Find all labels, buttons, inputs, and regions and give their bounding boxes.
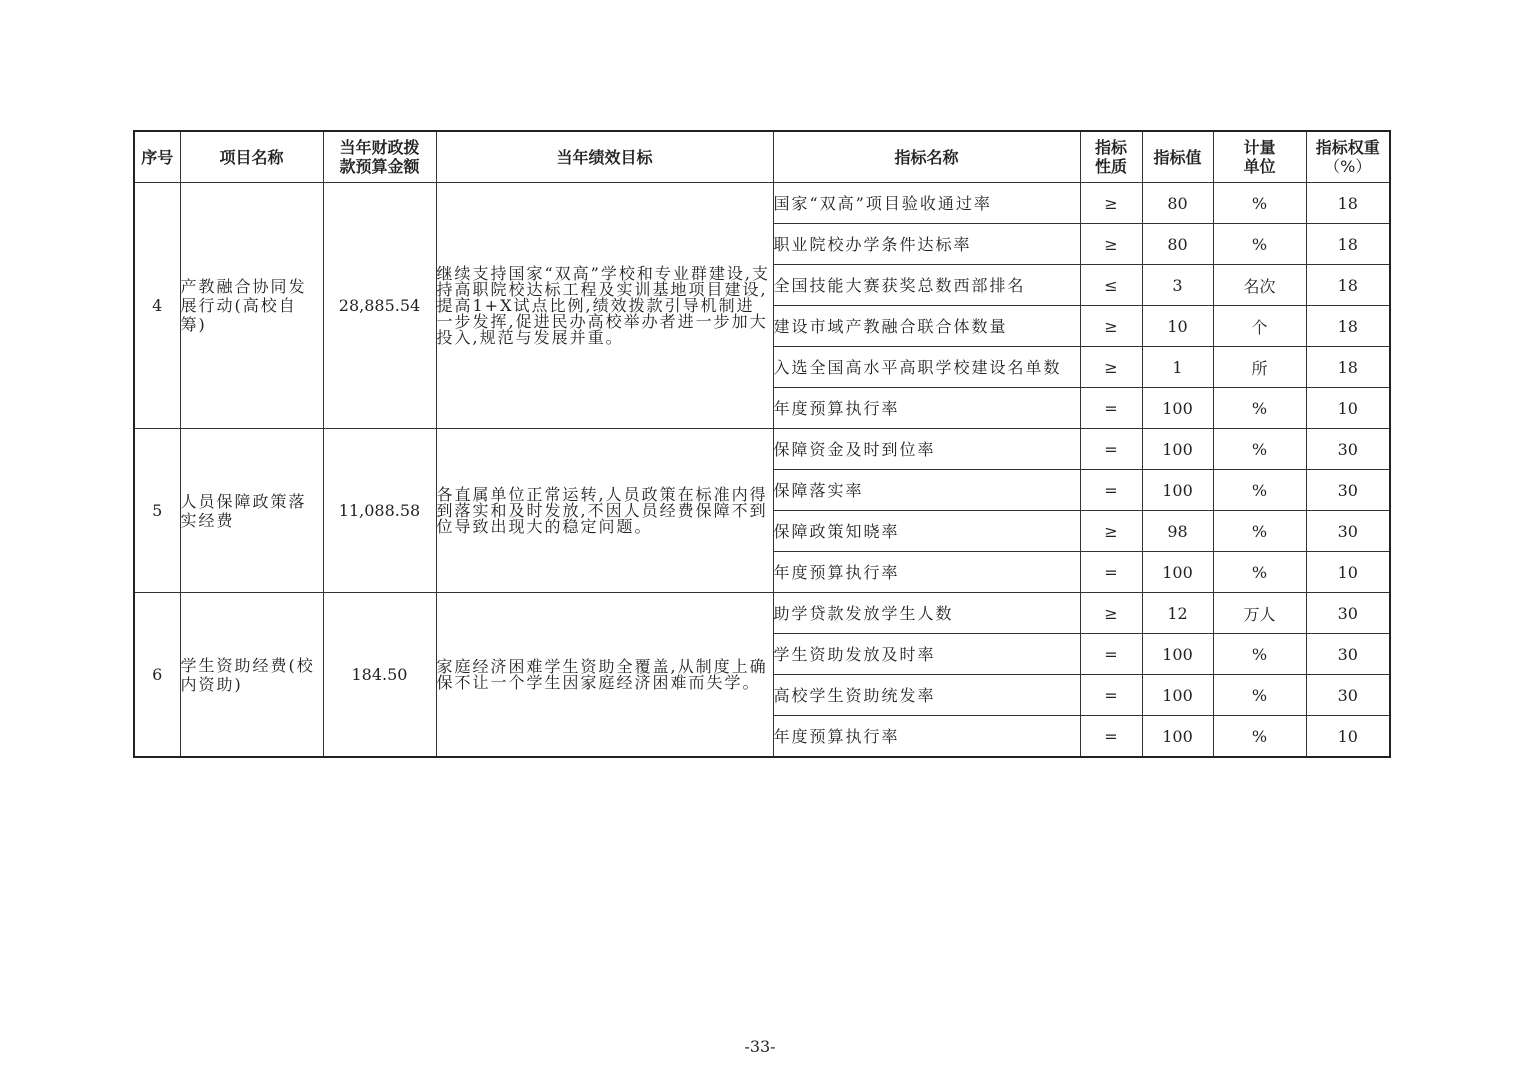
- indicator-value: 100: [1142, 429, 1213, 470]
- indicator-unit: 所: [1213, 347, 1306, 388]
- indicator-unit: %: [1213, 470, 1306, 511]
- indicator-name: 保障资金及时到位率: [773, 429, 1080, 470]
- indicator-nature: ≥: [1080, 306, 1142, 347]
- indicator-name: 年度预算执行率: [773, 552, 1080, 593]
- indicator-unit: %: [1213, 388, 1306, 429]
- indicator-nature: =: [1080, 429, 1142, 470]
- table-row: [134, 429, 1390, 470]
- indicator-unit: %: [1213, 716, 1306, 758]
- project-name: 产教融合协同发展行动(高校自筹): [180, 183, 323, 429]
- indicator-value: 80: [1142, 224, 1213, 265]
- project-seq: 6: [134, 593, 180, 758]
- project-goal: 继续支持国家“双高”学校和专业群建设,支持高职院校达标工程及实训基地项目建设,提高1+X试点比例,绩效拨款引导机制进一步发挥,促进民办高校举办者进一步加大投入,规范与发展并重。: [436, 183, 773, 429]
- indicator-unit: 名次: [1213, 265, 1306, 306]
- indicator-name: 建设市域产教融合联合体数量: [773, 306, 1080, 347]
- indicator-name: 年度预算执行率: [773, 388, 1080, 429]
- indicator-value: 12: [1142, 593, 1213, 634]
- project-name: 人员保障政策落实经费: [180, 429, 323, 593]
- page-number: -33-: [744, 1037, 776, 1056]
- project-seq: 4: [134, 183, 180, 429]
- table-row: [134, 593, 1390, 634]
- indicator-nature: ≥: [1080, 183, 1142, 224]
- indicator-nature: ≥: [1080, 511, 1142, 552]
- indicator-name: 保障政策知晓率: [773, 511, 1080, 552]
- header-nature: 指标 性质: [1080, 131, 1142, 183]
- indicator-weight: 30: [1306, 470, 1390, 511]
- project-budget: 184.50: [323, 593, 436, 758]
- indicator-unit: 个: [1213, 306, 1306, 347]
- indicator-name: 高校学生资助统发率: [773, 675, 1080, 716]
- indicator-name: 助学贷款发放学生人数: [773, 593, 1080, 634]
- indicator-value: 100: [1142, 552, 1213, 593]
- project-seq: 5: [134, 429, 180, 593]
- indicator-weight: 18: [1306, 224, 1390, 265]
- table-body: [134, 183, 1390, 758]
- indicator-value: 100: [1142, 675, 1213, 716]
- header-unit: 计量 单位: [1213, 131, 1306, 183]
- project-goal: 家庭经济困难学生资助全覆盖,从制度上确保不让一个学生因家庭经济困难而失学。: [436, 593, 773, 758]
- indicator-weight: 30: [1306, 675, 1390, 716]
- header-value: 指标值: [1142, 131, 1213, 183]
- indicator-nature: =: [1080, 675, 1142, 716]
- indicator-weight: 18: [1306, 183, 1390, 224]
- table-header: [134, 131, 1390, 183]
- indicator-name: 学生资助发放及时率: [773, 634, 1080, 675]
- indicator-weight: 18: [1306, 265, 1390, 306]
- indicator-nature: =: [1080, 634, 1142, 675]
- indicator-unit: %: [1213, 429, 1306, 470]
- indicator-value: 100: [1142, 470, 1213, 511]
- header-project: 项目名称: [180, 131, 323, 183]
- indicator-unit: %: [1213, 675, 1306, 716]
- indicator-value: 3: [1142, 265, 1213, 306]
- indicator-nature: =: [1080, 552, 1142, 593]
- indicator-value: 1: [1142, 347, 1213, 388]
- indicator-name: 保障落实率: [773, 470, 1080, 511]
- indicator-weight: 10: [1306, 716, 1390, 758]
- indicator-weight: 10: [1306, 552, 1390, 593]
- indicator-value: 98: [1142, 511, 1213, 552]
- indicator-value: 100: [1142, 388, 1213, 429]
- indicator-name: 国家“双高”项目验收通过率: [773, 183, 1080, 224]
- indicator-value: 10: [1142, 306, 1213, 347]
- indicator-nature: =: [1080, 388, 1142, 429]
- indicator-unit: %: [1213, 224, 1306, 265]
- header-indicator: 指标名称: [773, 131, 1080, 183]
- indicator-nature: =: [1080, 716, 1142, 758]
- indicator-weight: 18: [1306, 347, 1390, 388]
- indicator-value: 100: [1142, 634, 1213, 675]
- indicator-name: 职业院校办学条件达标率: [773, 224, 1080, 265]
- indicator-unit: %: [1213, 552, 1306, 593]
- indicator-name: 全国技能大赛获奖总数西部排名: [773, 265, 1080, 306]
- indicator-unit: 万人: [1213, 593, 1306, 634]
- indicator-weight: 30: [1306, 429, 1390, 470]
- project-budget: 28,885.54: [323, 183, 436, 429]
- indicator-weight: 18: [1306, 306, 1390, 347]
- indicator-weight: 10: [1306, 388, 1390, 429]
- indicator-weight: 30: [1306, 511, 1390, 552]
- project-budget: 11,088.58: [323, 429, 436, 593]
- header-weight: 指标权重 （%）: [1306, 131, 1390, 183]
- indicator-nature: ≤: [1080, 265, 1142, 306]
- project-name: 学生资助经费(校内资助): [180, 593, 323, 758]
- project-goal: 各直属单位正常运转,人员政策在标准内得到落实和及时发放,不因人员经费保障不到位导致出现大的稳定问题。: [436, 429, 773, 593]
- indicator-unit: %: [1213, 183, 1306, 224]
- indicator-unit: %: [1213, 634, 1306, 675]
- indicator-unit: %: [1213, 511, 1306, 552]
- indicator-value: 80: [1142, 183, 1213, 224]
- indicator-nature: ≥: [1080, 593, 1142, 634]
- indicator-nature: ≥: [1080, 347, 1142, 388]
- performance-table: [133, 130, 1391, 758]
- indicator-name: 入选全国高水平高职学校建设名单数: [773, 347, 1080, 388]
- indicator-weight: 30: [1306, 634, 1390, 675]
- indicator-nature: =: [1080, 470, 1142, 511]
- indicator-nature: ≥: [1080, 224, 1142, 265]
- header-goal: 当年绩效目标: [436, 131, 773, 183]
- indicator-name: 年度预算执行率: [773, 716, 1080, 758]
- header-budget: 当年财政拨 款预算金额: [323, 131, 436, 183]
- header-seq: 序号: [134, 131, 180, 183]
- indicator-value: 100: [1142, 716, 1213, 758]
- table-row: [134, 183, 1390, 224]
- indicator-weight: 30: [1306, 593, 1390, 634]
